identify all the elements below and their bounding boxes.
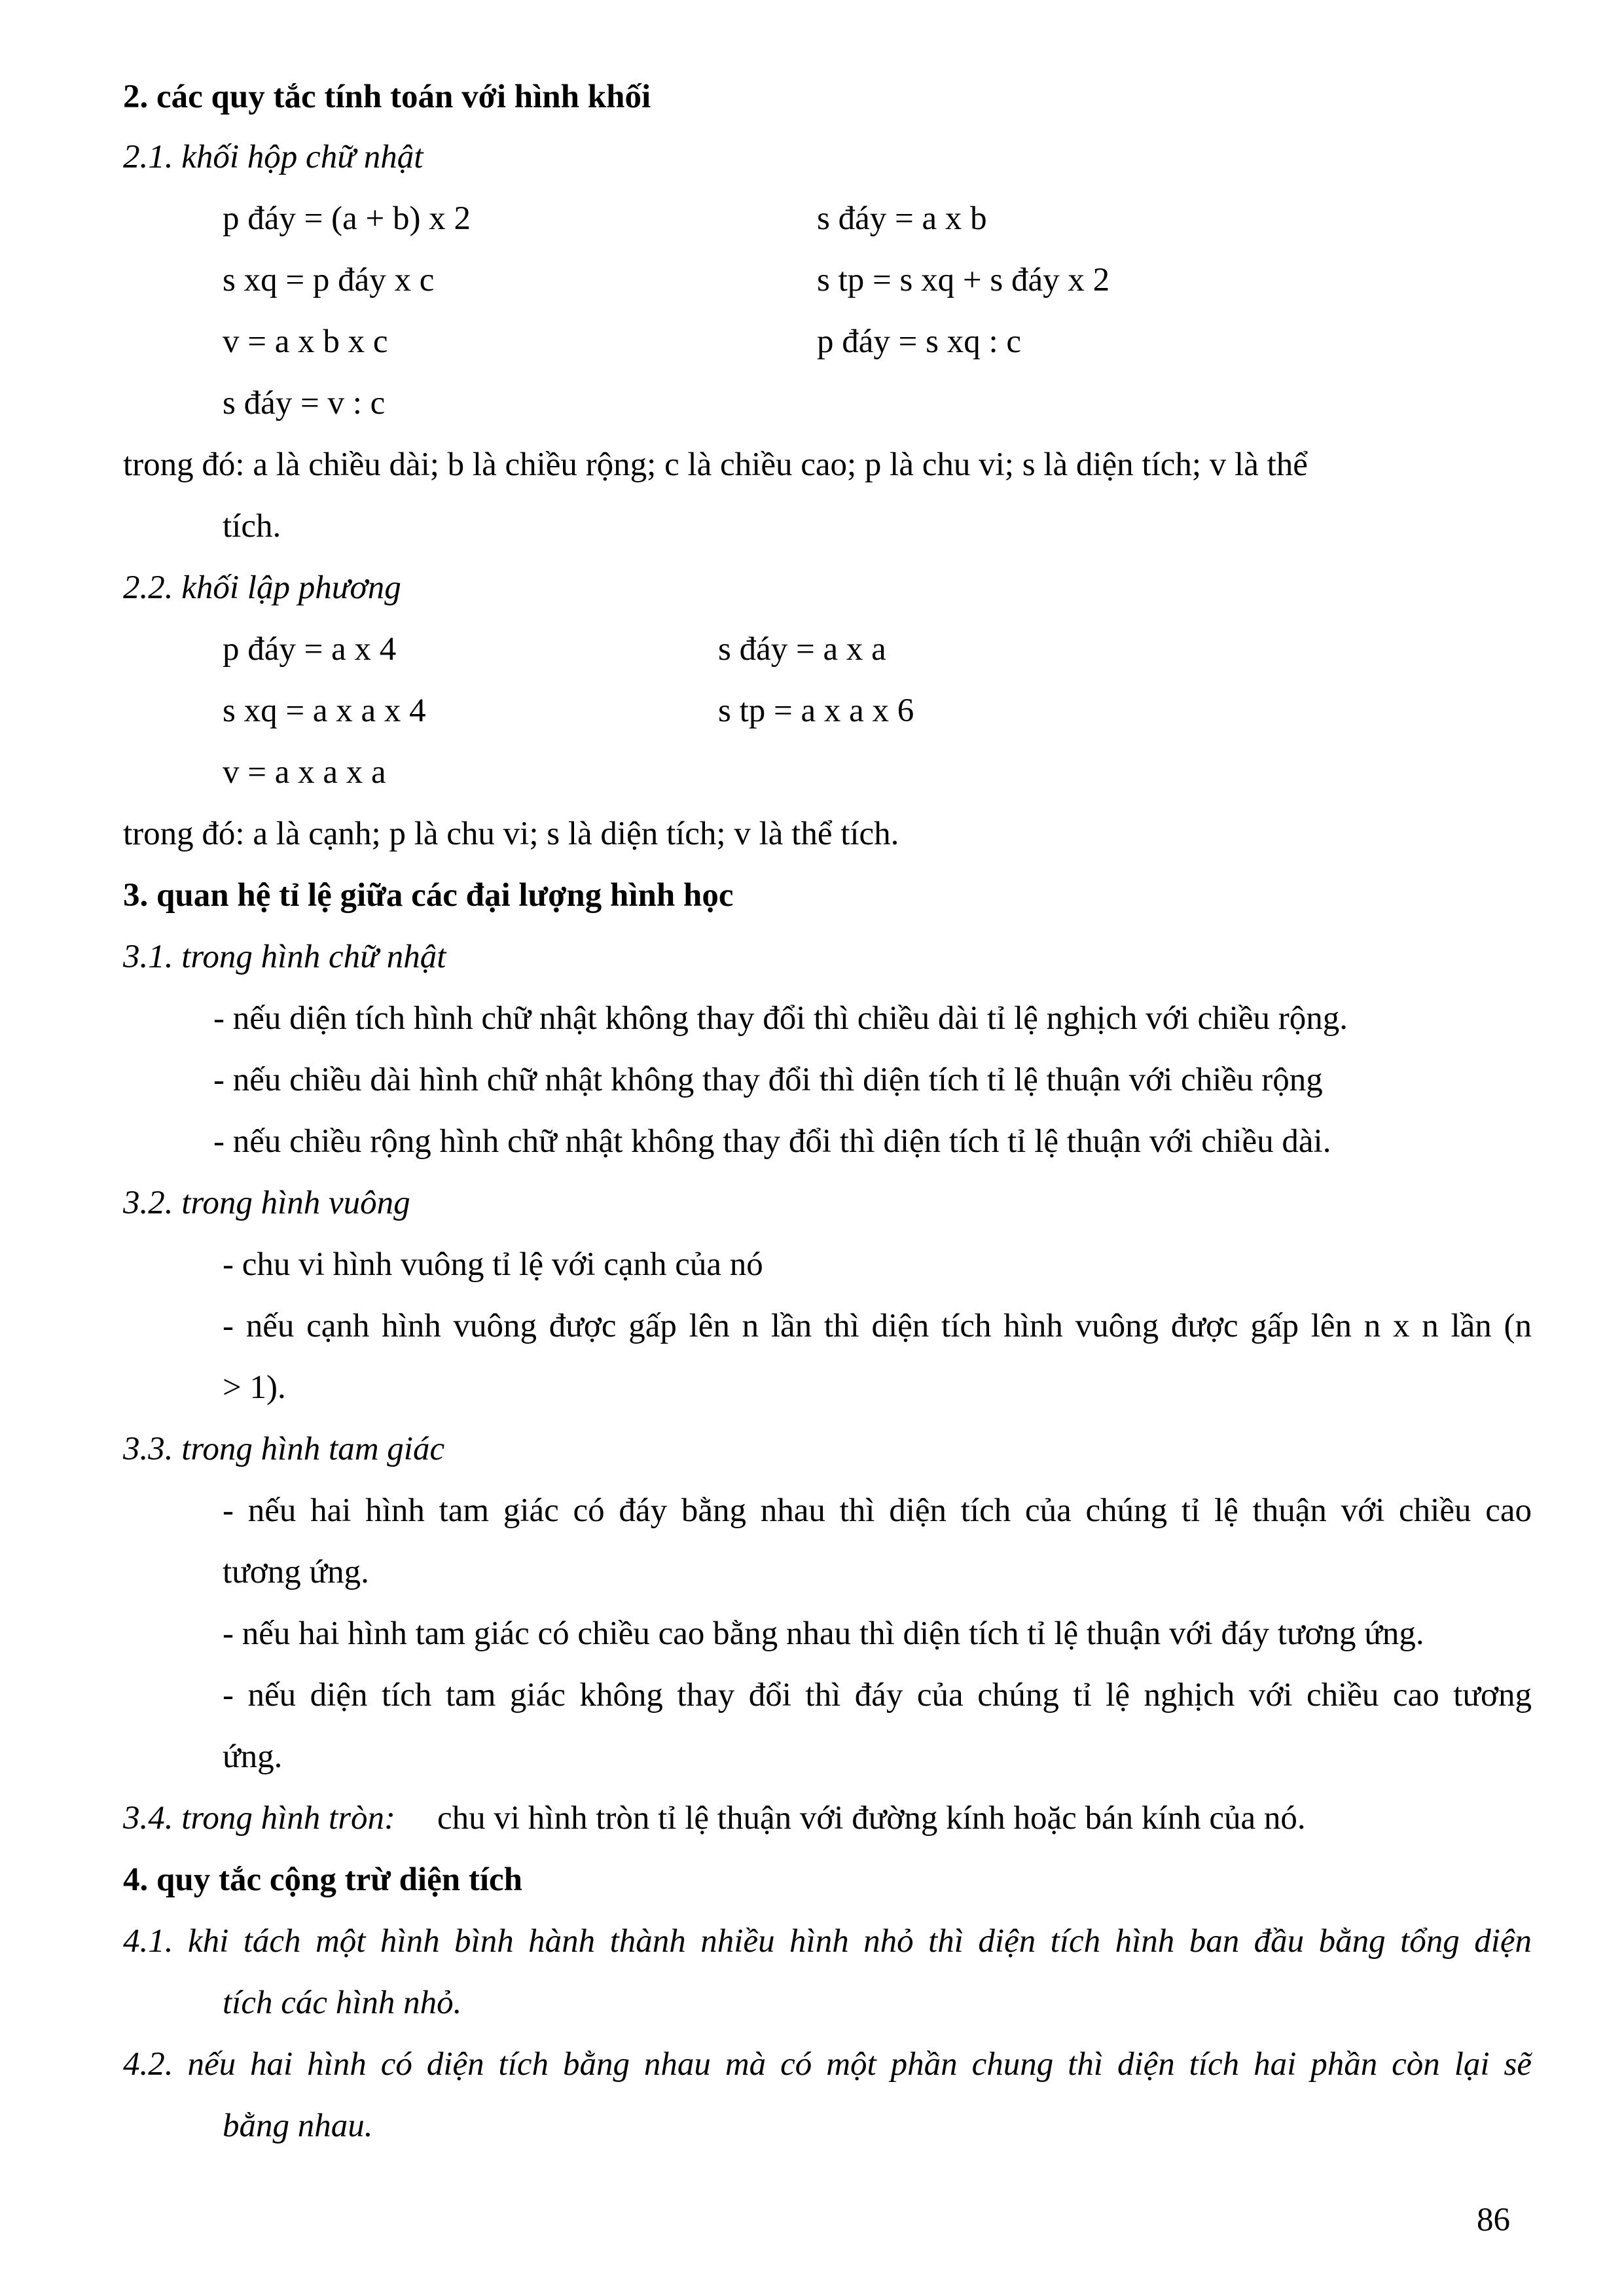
section-2-heading: 2. các quy tắc tính toán với hình khối	[123, 79, 651, 115]
formula: v = a x a x a	[223, 754, 386, 791]
legend-note: trong đó: a là cạnh; p là chu vi; s là diện tích; v là thể tích.	[123, 816, 899, 852]
section-2-1-title: 2.1. khối hộp chữ nhật	[123, 139, 424, 175]
list-item: > 1).	[223, 1369, 286, 1406]
section-3-heading: 3. quan hệ tỉ lệ giữa các đại lượng hình học	[123, 877, 734, 914]
formula: s đáy = v : c	[223, 385, 386, 422]
formula: p đáy = (a + b) x 2	[223, 200, 471, 237]
legend-note: tích.	[223, 508, 281, 545]
formula: s tp = s xq + s đáy x 2	[817, 262, 1110, 298]
list-item: - chu vi hình vuông tỉ lệ với cạnh của nó	[223, 1246, 763, 1283]
formula: p đáy = a x 4	[223, 631, 397, 668]
page-number: 86	[1477, 2202, 1510, 2238]
section-3-4-title: 3.4. trong hình tròn:	[123, 1800, 396, 1837]
formula: s đáy = a x a	[718, 631, 886, 668]
list-item: bằng nhau.	[223, 2108, 373, 2144]
formula: s đáy = a x b	[817, 200, 987, 237]
section-3-4-text: chu vi hình tròn tỉ lệ thuận với đường kính hoặc bán kính của nó.	[437, 1800, 1306, 1837]
list-item: tích các hình nhỏ.	[223, 1984, 462, 2021]
formula: s xq = p đáy x c	[223, 262, 435, 298]
formula: s xq = a x a x 4	[223, 692, 426, 729]
section-4-heading: 4. quy tắc cộng trừ diện tích	[123, 1861, 523, 1898]
list-item: - nếu hai hình tam giác có chiều cao bằng nhau thì diện tích tỉ lệ thuận với đáy tương ứng.	[223, 1615, 1424, 1652]
formula: v = a x b x c	[223, 323, 388, 360]
list-item: ứng.	[223, 1738, 283, 1775]
list-item: tương ứng.	[223, 1554, 369, 1590]
list-item: - nếu cạnh hình vuông được gấp lên n lần thì diện tích hình vuông được gấp lên n x n lần (n	[223, 1308, 1532, 1344]
list-item: 4.1. khi tách một hình bình hành thành nhiều hình nhỏ thì diện tích hình ban đầu bằng tổng diện	[123, 1923, 1532, 1960]
section-3-1-title: 3.1. trong hình chữ nhật	[123, 939, 446, 975]
section-2-2-title: 2.2. khối lập phương	[123, 569, 401, 606]
list-item: - nếu chiều rộng hình chữ nhật không thay đổi thì diện tích tỉ lệ thuận với chiều dài.	[213, 1123, 1331, 1160]
formula: s tp = a x a x 6	[718, 692, 914, 729]
list-item: 4.2. nếu hai hình có diện tích bằng nhau mà có một phần chung thì diện tích hai phần còn lại sẽ	[123, 2046, 1532, 2083]
list-item: - nếu chiều dài hình chữ nhật không thay đổi thì diện tích tỉ lệ thuận với chiều rộng	[213, 1062, 1323, 1098]
list-item: - nếu diện tích hình chữ nhật không thay đổi thì chiều dài tỉ lệ nghịch với chiều rộng.	[213, 1000, 1348, 1037]
section-3-3-title: 3.3. trong hình tam giác	[123, 1431, 445, 1467]
legend-note: trong đó: a là chiều dài; b là chiều rộng; c là chiều cao; p là chu vi; s là diện tích; v là thể	[123, 446, 1308, 483]
list-item: - nếu diện tích tam giác không thay đổi thì đáy của chúng tỉ lệ nghịch với chiều cao tương	[223, 1677, 1532, 1713]
list-item: - nếu hai hình tam giác có đáy bằng nhau thì diện tích của chúng tỉ lệ thuận với chiều cao	[223, 1492, 1532, 1529]
formula: p đáy = s xq : c	[817, 323, 1022, 360]
section-3-2-title: 3.2. trong hình vuông	[123, 1185, 410, 1221]
